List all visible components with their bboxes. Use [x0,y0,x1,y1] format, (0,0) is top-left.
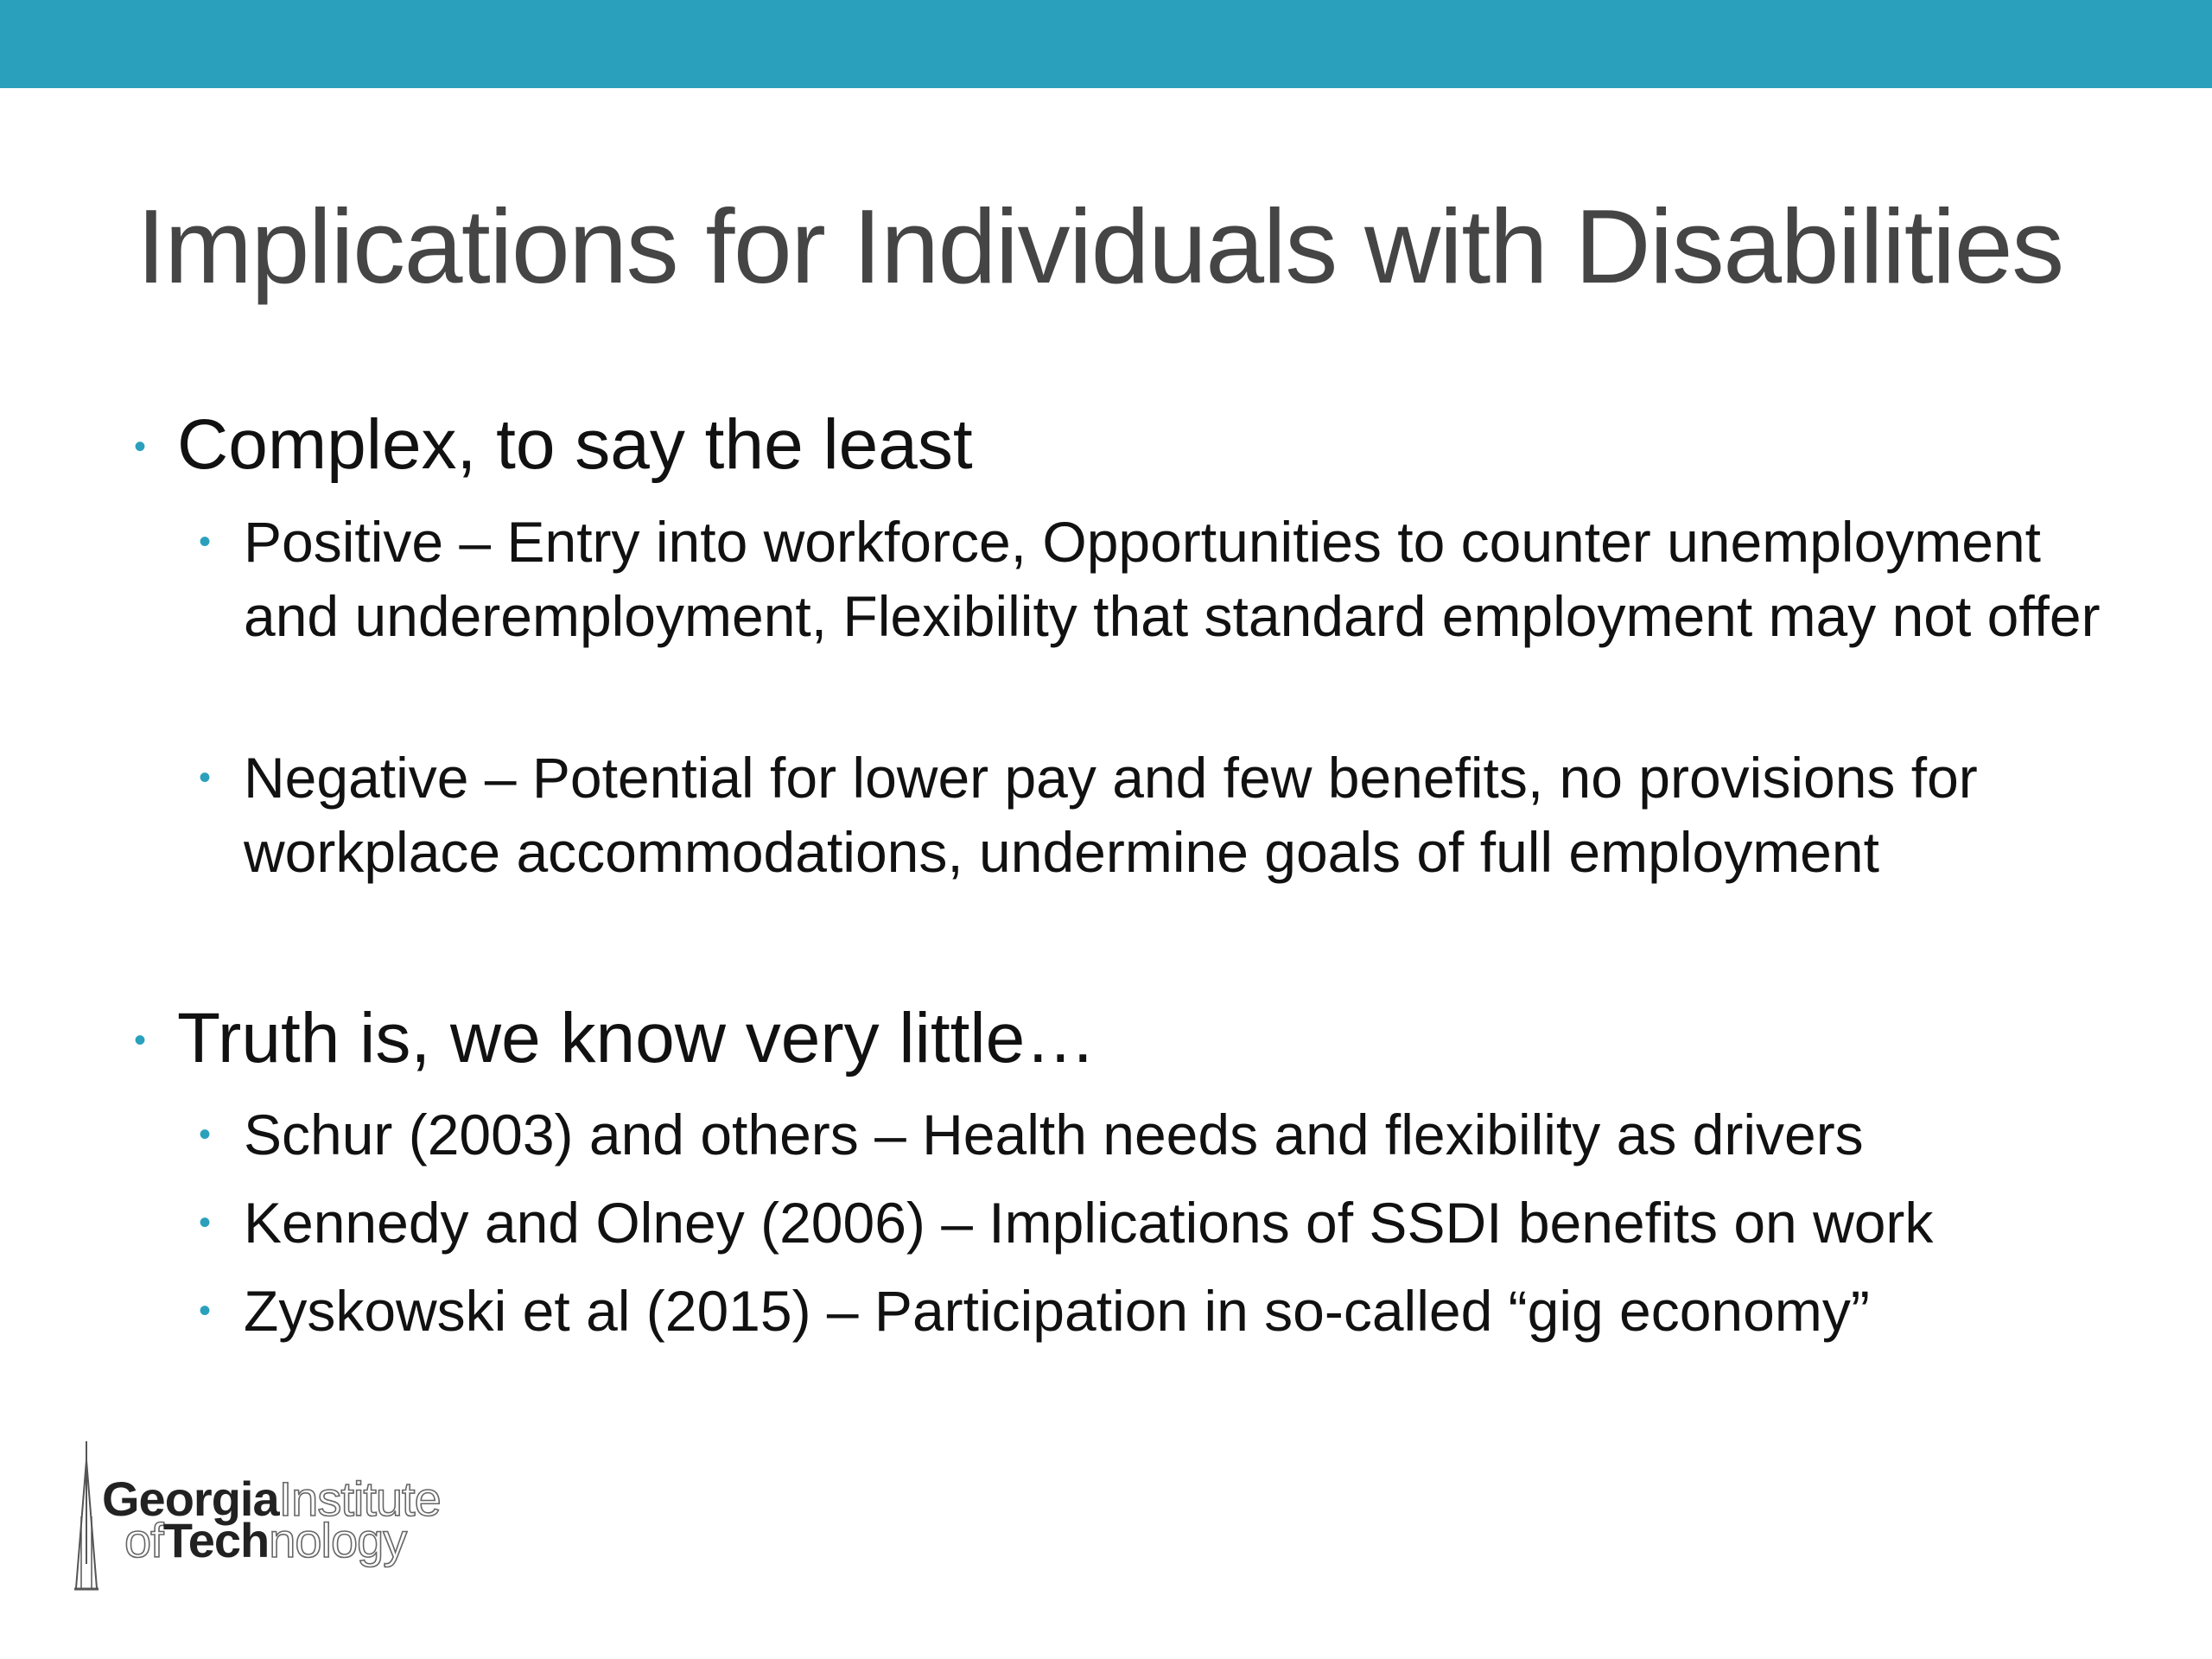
bullet-icon: • [199,523,212,561]
sub-bullet-text: Negative – Potential for lower pay and few benefits, no provisions for workplace accommodations, undermine goals of full employment [244,746,1978,884]
bullet-icon: • [199,1116,212,1154]
bullet-icon: • [134,428,147,466]
sub-bullet-text: Kennedy and Olney (2006) – Implications of SSDI benefits on work [244,1191,1934,1255]
sub-bullet-item [199,1185,2127,1260]
bullet-text: Truth is, we know very little… [177,999,1096,1077]
tower-icon [74,1441,99,1589]
sub-bullet-item [199,741,2127,889]
logo-georgia: Georgia [102,1471,279,1526]
logo-of: of [124,1513,163,1567]
logo-nology: nology [269,1513,407,1567]
logo-institute: Institute [278,1471,441,1526]
bullet-icon: • [134,1021,147,1059]
bullet-text: Complex, to say the least [177,405,973,484]
sub-bullet-text: Zyskowski et al (2015) – Participation in so-called “gig economy” [244,1279,1870,1343]
logo-tech: Tech [162,1513,270,1567]
sub-bullet-item [199,1274,2127,1348]
svg-text:ofTechnology [124,1513,407,1567]
sub-bullet-item [199,1097,2127,1172]
bullet-icon: • [199,1204,212,1242]
bullet-item [134,402,973,488]
georgia-tech-logo [71,1434,555,1599]
bullet-item [134,995,1096,1082]
sub-bullet-item [199,505,2127,653]
bullet-icon: • [199,1292,212,1330]
bullet-icon: • [199,759,212,797]
sub-bullet-text: Positive – Entry into workforce, Opportunities to counter unemployment and underemployment, Flexibility that standard employment may not offer [244,510,2101,648]
sub-bullet-text: Schur (2003) and others – Health needs and flexibility as drivers [244,1103,1864,1166]
header-bar [0,0,2212,88]
slide-title: Implications for Individuals with Disabilities [137,188,2063,305]
